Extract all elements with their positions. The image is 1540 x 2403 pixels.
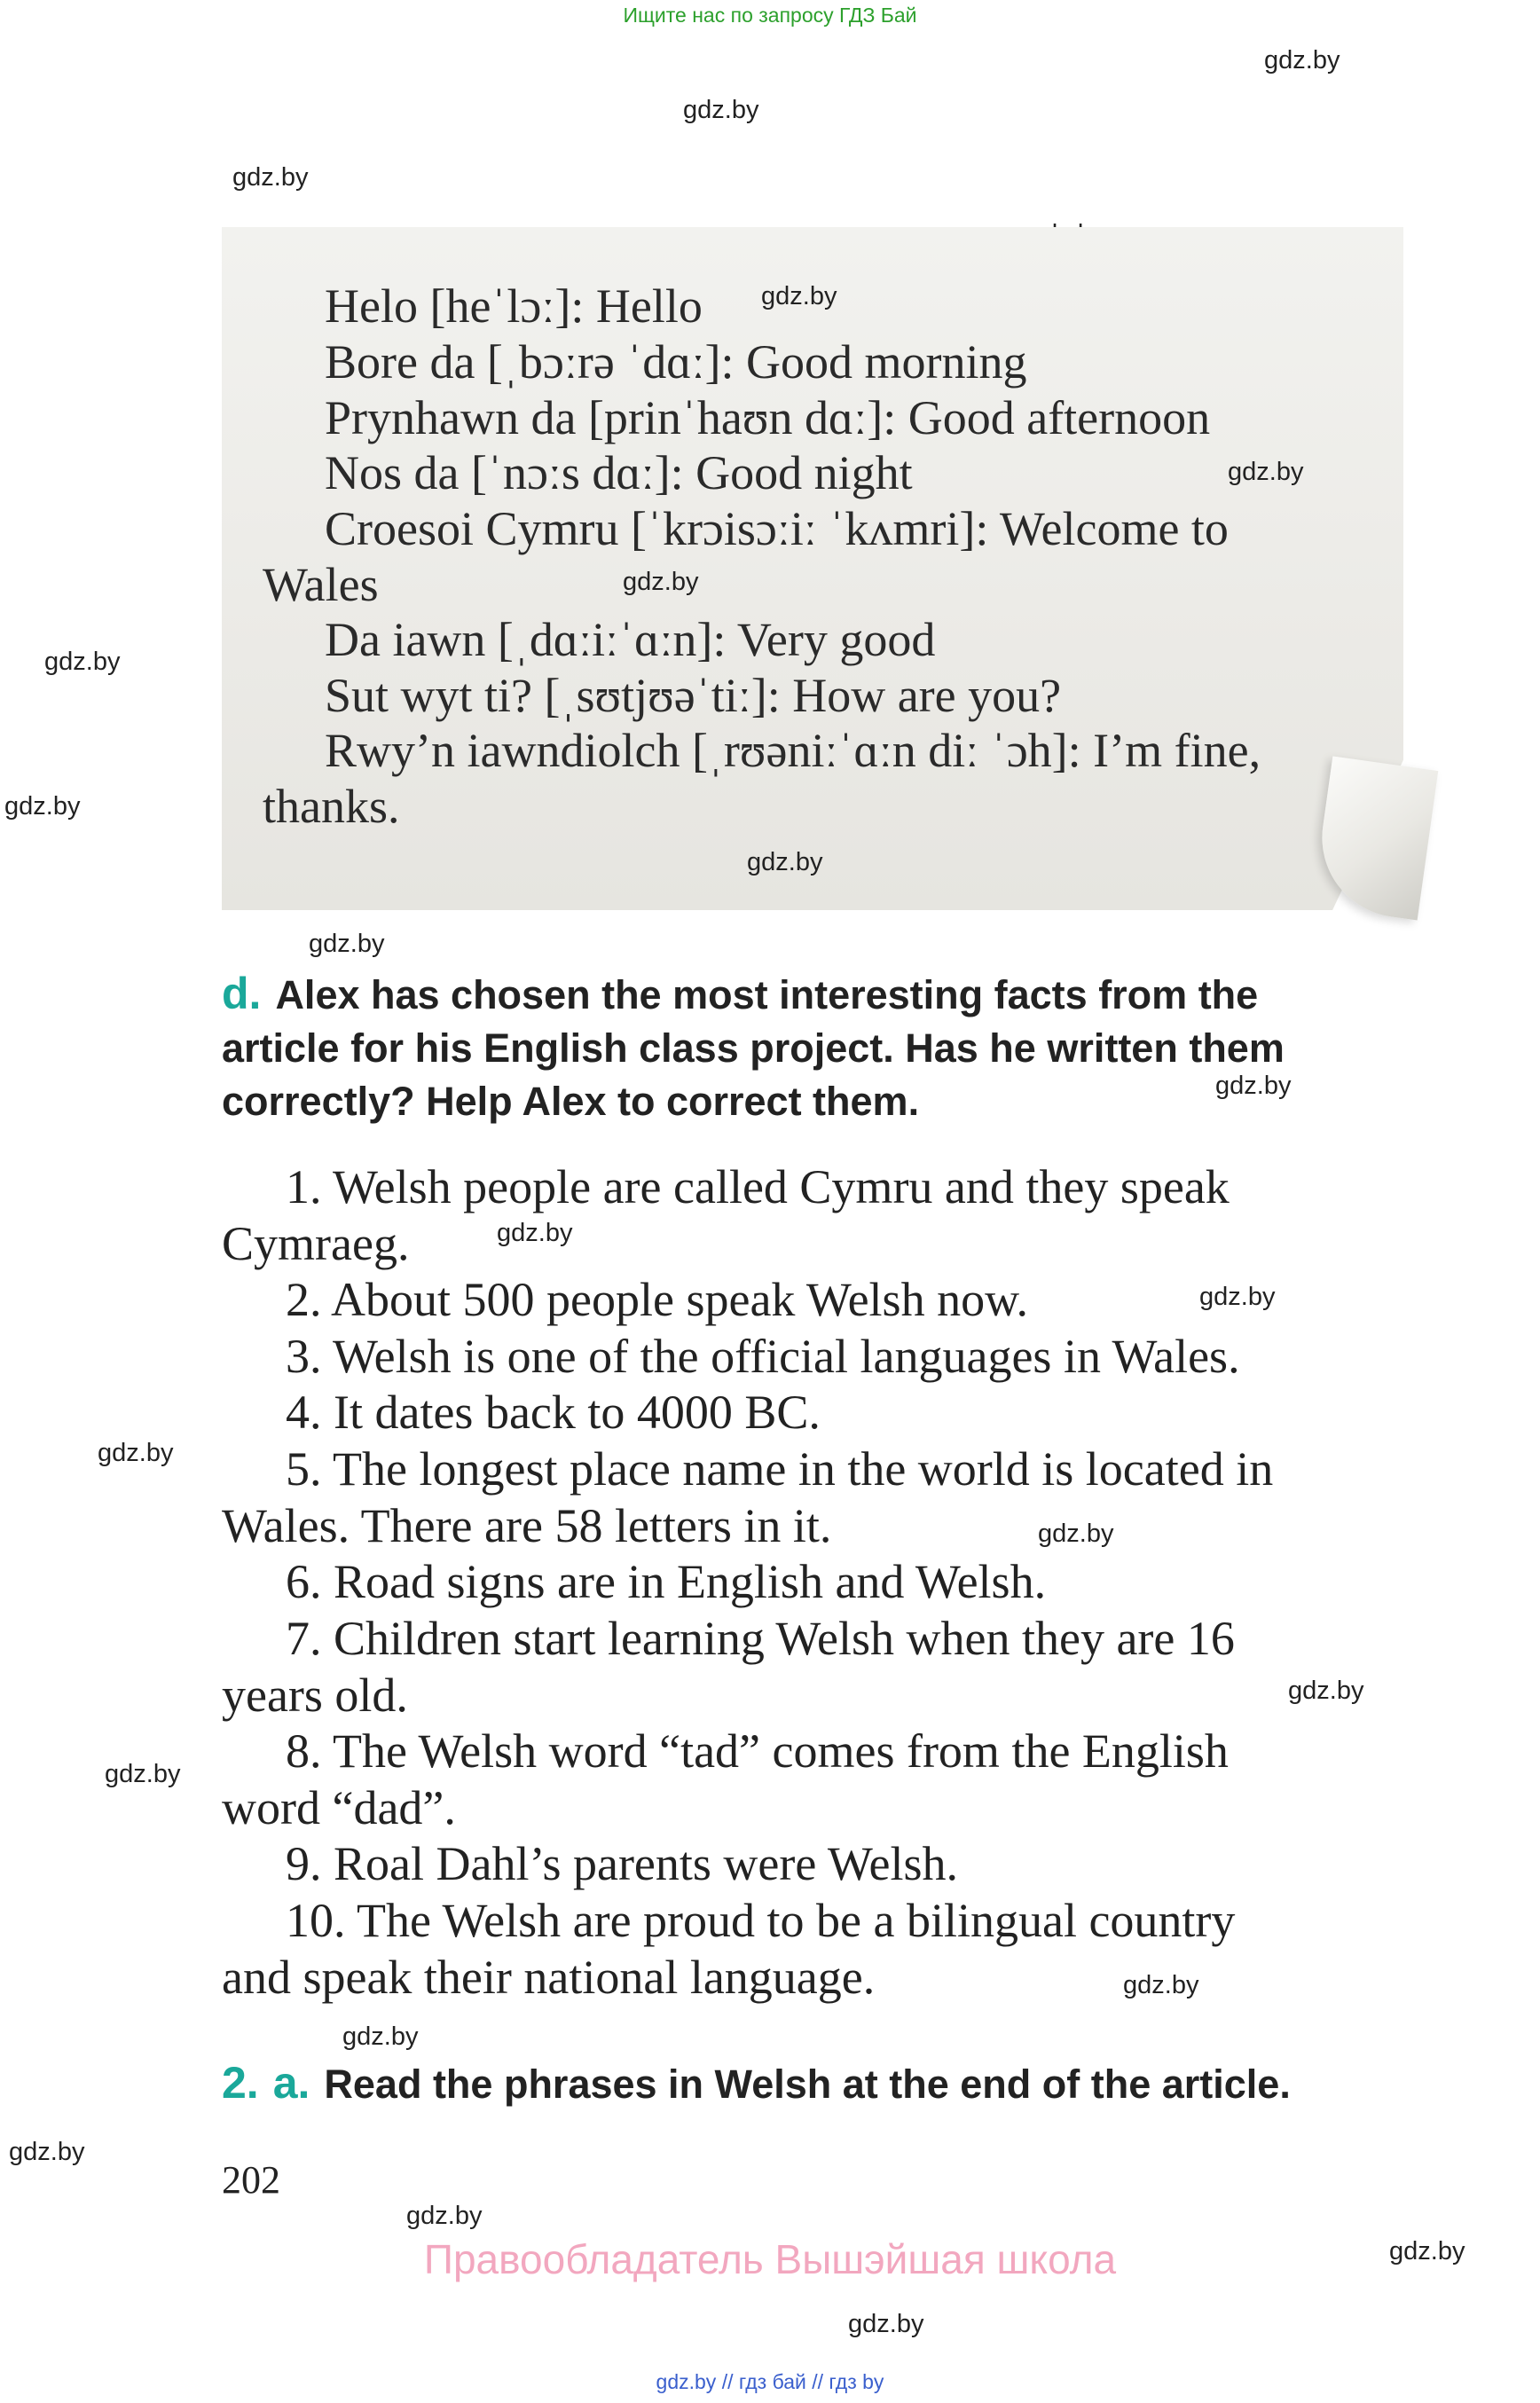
watermark: gdz.by xyxy=(1123,1971,1199,1999)
watermark: gdz.by xyxy=(497,1219,573,1247)
list-item: word “dad”. xyxy=(222,1781,456,1834)
phrase-line: Nos da [ˈnɔːs dɑː]: Good night xyxy=(325,446,913,499)
task-d-line: correctly? Help Alex to correct them. xyxy=(222,1079,920,1124)
watermark: gdz.by xyxy=(1228,458,1304,486)
task-d-line: d. Alex has chosen the most interesting facts from the xyxy=(222,969,1259,1018)
watermark: gdz.by xyxy=(1038,1520,1114,1548)
watermark: gdz.by xyxy=(1288,1677,1364,1705)
watermark: gdz.by xyxy=(342,2022,419,2051)
list-item: 5. The longest place name in the world is located in xyxy=(286,1442,1274,1496)
copyright-notice: Правообладатель Вышэйшая школа xyxy=(423,2236,1117,2282)
top-search-banner[interactable]: Ищите нас по запросу ГДЗ Бай xyxy=(623,4,917,27)
watermark: gdz.by xyxy=(683,96,759,124)
list-item: Wales. There are 58 letters in it. xyxy=(222,1499,832,1552)
list-item: 7. Children start learning Welsh when they are 16 xyxy=(286,1612,1235,1665)
watermark: gdz.by xyxy=(105,1760,181,1788)
watermark: gdz.by xyxy=(309,930,385,958)
watermark: gdz.by xyxy=(4,792,81,821)
task-2a xyxy=(222,2056,1410,2111)
watermark: gdz.by xyxy=(623,568,699,596)
watermark: gdz.by xyxy=(1215,1072,1292,1100)
list-item: 1. Welsh people are called Cymru and they speak xyxy=(286,1160,1230,1213)
watermark: gdz.by xyxy=(232,163,309,192)
phrase-line: Wales xyxy=(263,558,379,611)
watermark: gdz.by xyxy=(98,1439,174,1467)
phrase-line: Prynhawn da [prinˈhaʊn dɑː]: Good afternoon xyxy=(325,391,1211,444)
list-item: 3. Welsh is one of the official languages in Wales. xyxy=(286,1330,1240,1383)
list-item: years old. xyxy=(222,1669,408,1722)
watermark: gdz.by xyxy=(9,2138,85,2166)
phrase-line: Helo [heˈlɔː]: Hello xyxy=(325,279,703,333)
watermark: gdz.by xyxy=(761,282,837,310)
list-item: and speak their national language. xyxy=(222,1951,876,2004)
list-item: Cymraeg. xyxy=(222,1217,410,1270)
phrase-line: Bore da [ˌbɔːrə ˈdɑː]: Good morning xyxy=(325,335,1027,389)
list-item: 4. It dates back to 4000 BC. xyxy=(286,1386,821,1439)
phrase-line: Croesoi Cymru [ˈkrɔisɔːiː ˈkʌmri]: Welcome to xyxy=(325,502,1229,555)
task-letter: a. xyxy=(272,2058,310,2108)
phrase-line: Sut wyt ti? [ˌsʊtjʊəˈtiː]: How are you? xyxy=(325,669,1062,722)
watermark: gdz.by xyxy=(1389,2237,1465,2266)
task-d-line: article for his English class project. Has he written them xyxy=(222,1025,1285,1071)
list-item: 6. Road signs are in English and Welsh. xyxy=(286,1555,1047,1608)
watermark: gdz.by xyxy=(1264,46,1340,75)
list-item: 2. About 500 people speak Welsh now. xyxy=(286,1273,1029,1326)
page-number: 202 xyxy=(222,2158,280,2202)
list-item: 8. The Welsh word “tad” comes from the English xyxy=(286,1724,1229,1778)
phrase-line: Rwy’n iawndiolch [ˌrʊəniːˈɑːn diː ˈɔh]: I’m fine, xyxy=(325,724,1261,777)
list-item: 9. Roal Dahl’s parents were Welsh. xyxy=(286,1837,958,1890)
watermark: gdz.by xyxy=(848,2310,924,2338)
task-letter: d. xyxy=(222,969,262,1018)
task-2a-text: Read the phrases in Welsh at the end of the article. xyxy=(324,2061,1291,2107)
watermark: gdz.by xyxy=(747,848,823,876)
footer-links[interactable]: gdz.by // гдз бай // гдз by xyxy=(656,2370,884,2393)
watermark: gdz.by xyxy=(1199,1283,1276,1311)
task-d xyxy=(222,967,1410,1128)
phrase-line: thanks. xyxy=(263,780,400,833)
watermark: gdz.by xyxy=(44,648,121,676)
watermark: gdz.by xyxy=(406,2202,483,2230)
task-number: 2. xyxy=(222,2058,259,2108)
list-item: 10. The Welsh are proud to be a bilingual country xyxy=(286,1894,1236,1947)
phrase-line: Da iawn [ˌdɑːiːˈɑːn]: Very good xyxy=(325,613,936,666)
